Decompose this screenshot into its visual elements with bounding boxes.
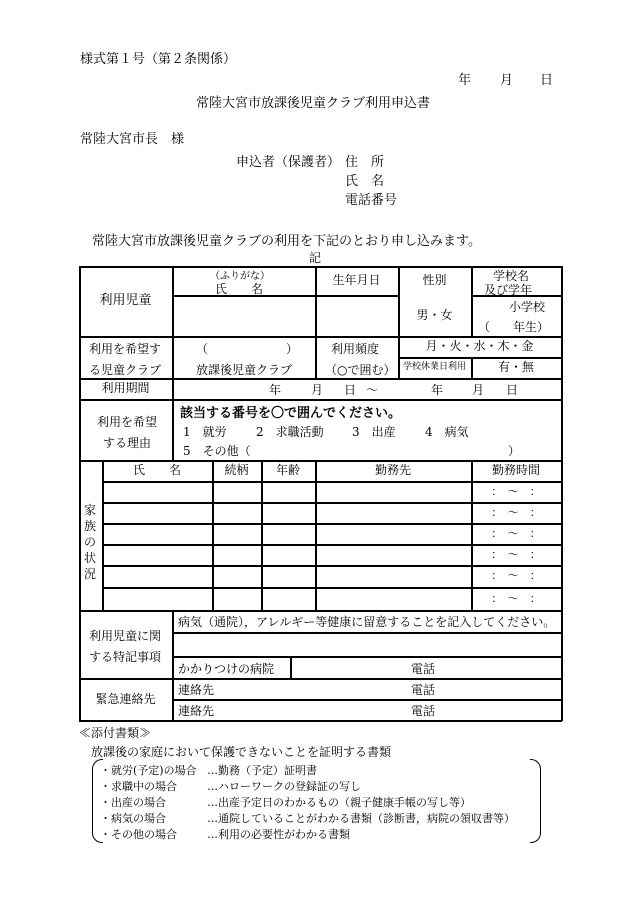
reason-label-2: する理由 [103,436,152,450]
club-paren-open: （ [196,342,209,356]
form-title: 常陸大宮市放課後児童クラブ利用申込書 [196,96,431,111]
phone-label: 電話番号 [345,193,398,208]
family-hours-row-5: ： ～ ： [491,569,541,583]
family-hours-header: 勤務時間 [491,463,540,477]
period-tilde: ～ [366,383,379,397]
school-header-1: 学校名 [493,269,530,283]
attachment-case-2: ・求職中の場合 [100,780,177,793]
frequency-circle-note: （○で囲む） [325,363,396,377]
family-hours-row-2: ： ～ ： [491,505,541,519]
grade-open: （ [478,320,491,334]
attachment-doc-4: …通院していることがわかる書類（診断書，病院の領収書等） [207,812,515,825]
attachments-lead: 放課後の家庭において保護できないことを証明する書類 [91,745,392,759]
special-label-2: する特記事項 [89,650,162,664]
hospital-phone-label: 電話 [411,662,436,676]
holiday-use-label: 学校休業日利用 [402,361,466,372]
grade-close: 年生） [513,320,550,334]
weekdays-choice: 月・火・水・木・金 [425,339,534,353]
period-start-year: 年 [269,383,282,397]
date-month: 月 [500,73,514,88]
period-end-year: 年 [431,383,444,397]
hospital-label: かかりつけの病院 [178,662,275,676]
club-label-1: 利用を希望す [89,342,162,356]
date-day: 日 [540,73,554,88]
family-hours-row-1: ： ～ ： [491,484,541,498]
reason-label-1: 利用を希望 [97,415,158,429]
period-start-day: 日 [344,383,357,397]
family-hours-row-4: ： ～ ： [491,547,541,561]
attachment-case-5: ・その他の場合 [100,828,177,841]
family-relation-header: 続柄 [224,463,249,477]
period-label: 利用期間 [101,381,150,395]
contact-phone-label-2: 電話 [411,704,436,718]
reason-option-5-close: ） [508,444,521,458]
family-status-label: 家 族 の 状 況 [84,503,97,581]
family-age-header: 年齢 [275,463,300,477]
addressee: 常陸大宮市長 様 [80,132,185,147]
school-header-2: 及び学年 [484,283,533,297]
attachment-doc-3: …出産予定日のわかるもの（親子健康手帳の写し等） [207,796,471,809]
contact-phone-label-1: 電話 [411,683,436,697]
club-label-2: る児童クラブ [89,363,162,377]
yes-no-choice: 有・無 [497,360,534,374]
club-paren-close: ） [286,342,299,356]
reason-option-3: 3 出産 [352,425,396,439]
reason-option-1: 1 就労 [183,425,227,439]
reason-option-4: 4 病気 [425,425,469,439]
attachment-case-3: ・出産の場合 [100,796,166,809]
family-work-header: 勤務先 [374,463,411,477]
right-bracket [530,759,541,843]
family-hours-row-6: ： ～ ： [491,591,541,605]
gender-header: 性別 [422,273,447,287]
gender-choice: 男・女 [416,308,453,322]
intro-text: 常陸大宮市放課後児童クラブの利用を下記のとおり申し込みます。 [92,234,481,249]
special-note: 病気（通院），アレルギー等健康に留意することを記入してください。 [178,615,556,629]
reason-instruction: 該当する番号を〇で囲んでください。 [180,406,402,421]
name-header: 氏 名 [215,282,264,296]
child-label: 利用児童 [99,292,152,308]
family-hours-row-3: ： ～ ： [491,526,541,540]
period-end-day: 日 [506,383,519,397]
date-year: 年 [458,73,472,88]
attachment-case-4: ・病気の場合 [100,812,166,825]
reason-option-5: 5 その他（ [183,444,251,458]
applicant-label: 申込者（保護者） [236,155,341,170]
family-name-header: 氏 名 [132,463,181,477]
attachments-heading: ≪添付書類≫ [79,726,152,740]
attachment-doc-2: …ハローワークの登録証の写し [207,780,361,793]
attachment-doc-1: …勤務（予定）証明書 [207,764,317,777]
contact-label-1: 連絡先 [178,683,215,697]
name-label: 氏 名 [345,174,385,189]
elementary-label: 小学校 [509,300,546,314]
frequency-label: 利用頻度 [331,342,380,356]
form-number: 様式第１号（第２条関係） [80,52,237,67]
club-suffix: 放課後児童クラブ [196,363,293,377]
attachment-doc-5: …利用の必要性がわかる書類 [207,828,350,841]
period-end-month: 月 [472,383,485,397]
period-start-month: 月 [311,383,324,397]
emergency-label: 緊急連絡先 [95,691,156,706]
note-mark: 記 [309,251,322,265]
address-label: 住 所 [345,155,385,170]
birthdate-header: 生年月日 [332,273,381,287]
special-label-1: 利用児童に関 [89,629,162,643]
contact-label-2: 連絡先 [178,704,215,718]
reason-option-2: 2 求職活動 [256,425,324,439]
attachment-case-1: ・就労(予定)の場合 [100,764,197,777]
furigana-label: （ふりがな） [210,271,270,282]
